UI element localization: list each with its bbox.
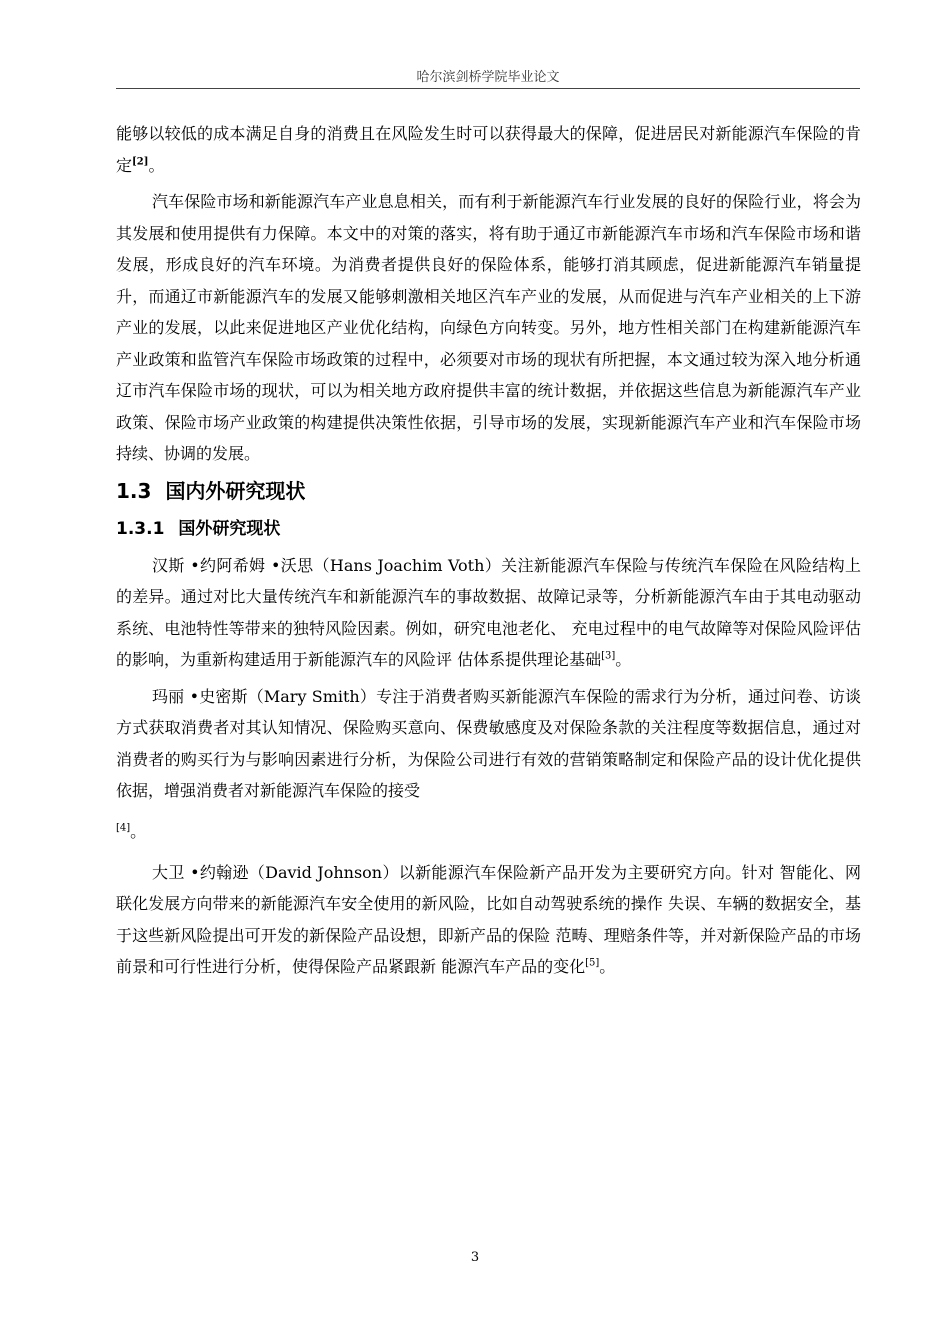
paragraph-4-citation-line <box>116 807 861 857</box>
page-header: 哈尔滨剑桥学院毕业论文 <box>416 70 560 85</box>
page-number: 3 <box>470 1250 480 1265</box>
section-title: 国内外研究现状 <box>165 478 306 503</box>
paragraph-5-end: 。 <box>599 957 616 976</box>
subsection-number: 1.3.1 <box>116 518 165 539</box>
subsection-heading-1-3-1 <box>116 514 861 544</box>
citation-2: [2] <box>132 156 149 168</box>
citation-4: [4] <box>116 822 131 834</box>
paragraph-3-text: 汉斯 •约阿希姆 •沃思（Hans Joachim Voth）关注新能源汽车保险与传统汽车保险在风险结构上的差异。通过对比大量传统汽车和新能源汽车的事故数据、故障记录等，分析新能源汽车由于其电动驱动系统、电池特性等带来的独特风险因素。例如，研究电池老化、 充电过程中的电气故障等对保险风险评估的影响，为重新构建适用于新能源汽车的风险评 估体系提供理论基础 <box>116 555 861 669</box>
paragraph-1 <box>116 118 861 181</box>
paragraph-1-end: 。 <box>148 155 165 175</box>
paragraph-4: 玛丽 •史密斯（Mary Smith）专注于消费者购买新能源汽车保险的需求行为分析，通过问卷、访谈方式获取消费者对其认知情况、保险购买意向、保费敏感度及对保险条款的关注程度等数据信息，通过对消费者的购买行为与影响因素进行分析，为保险公司进行有效的营销策略制定和保险产品的设计优化提供依据，增强消费者对新能源汽车保险的接受 <box>116 686 861 800</box>
paragraph-4-end: 。 <box>130 821 147 841</box>
citation-5: [5] <box>585 957 600 969</box>
subsection-title: 国外研究现状 <box>178 518 281 539</box>
paragraph-3 <box>116 550 861 676</box>
page-body <box>116 118 861 983</box>
paragraph-5 <box>116 857 861 983</box>
section-number: 1.3 <box>116 478 152 503</box>
paragraph-1-text: 能够以较低的成本满足自身的消费且在风险发生时可以获得最大的保障，促进居民对新能源汽车保险的肯定 <box>116 124 861 175</box>
header-divider <box>116 88 860 89</box>
citation-3: [3] <box>601 650 616 662</box>
section-heading-1-3 <box>116 476 861 506</box>
paragraph-5-text: 大卫 •约翰逊（David Johnson）以新能源汽车保险新产品开发为主要研究方向。针对 智能化、网联化发展方向带来的新能源汽车安全使用的新风险，比如自动驾驶系统的操作 失误、车辆的数据安全，基于这些新风险提出可开发的新保险产品设想，即新产品的保险 范畴、理赔条件等，并对新保险产品的市场前景和可行性进行分析，使得保险产品紧跟新 能源汽车产品的变化 <box>116 862 861 976</box>
paragraph-3-end: 。 <box>615 650 632 669</box>
paragraph-2: 汽车保险市场和新能源汽车产业息息相关，而有利于新能源汽车行业发展的良好的保险行业，将会为其发展和使用提供有力保障。本文中的对策的落实，将有助于通辽市新能源汽车市场和汽车保险市场和谐发展，形成良好的汽车环境。为消费者提供良好的保险体系，能够打消其顾虑，促进新能源汽车销量提升，而通辽市新能源汽车的发展又能够刺激相关地区汽车产业的发展，从而促进与汽车产业相关的上下游产业的发展，以此来促进地区产业优化结构，向绿色方向转变。另外，地方性相关部门在构建新能源汽车产业政策和监管汽车保险市场政策的过程中，必须要对市场的现状有所把握，本文通过较为深入地分析通辽市汽车保险市场的现状，可以为相关地方政府提供丰富的统计数据，并依据这些信息为新能源汽车产业政策、保险市场产业政策的构建提供决策性依据，引导市场的发展，实现新能源汽车产业和汽车保险市场持续、协调的发展。 <box>116 192 861 463</box>
